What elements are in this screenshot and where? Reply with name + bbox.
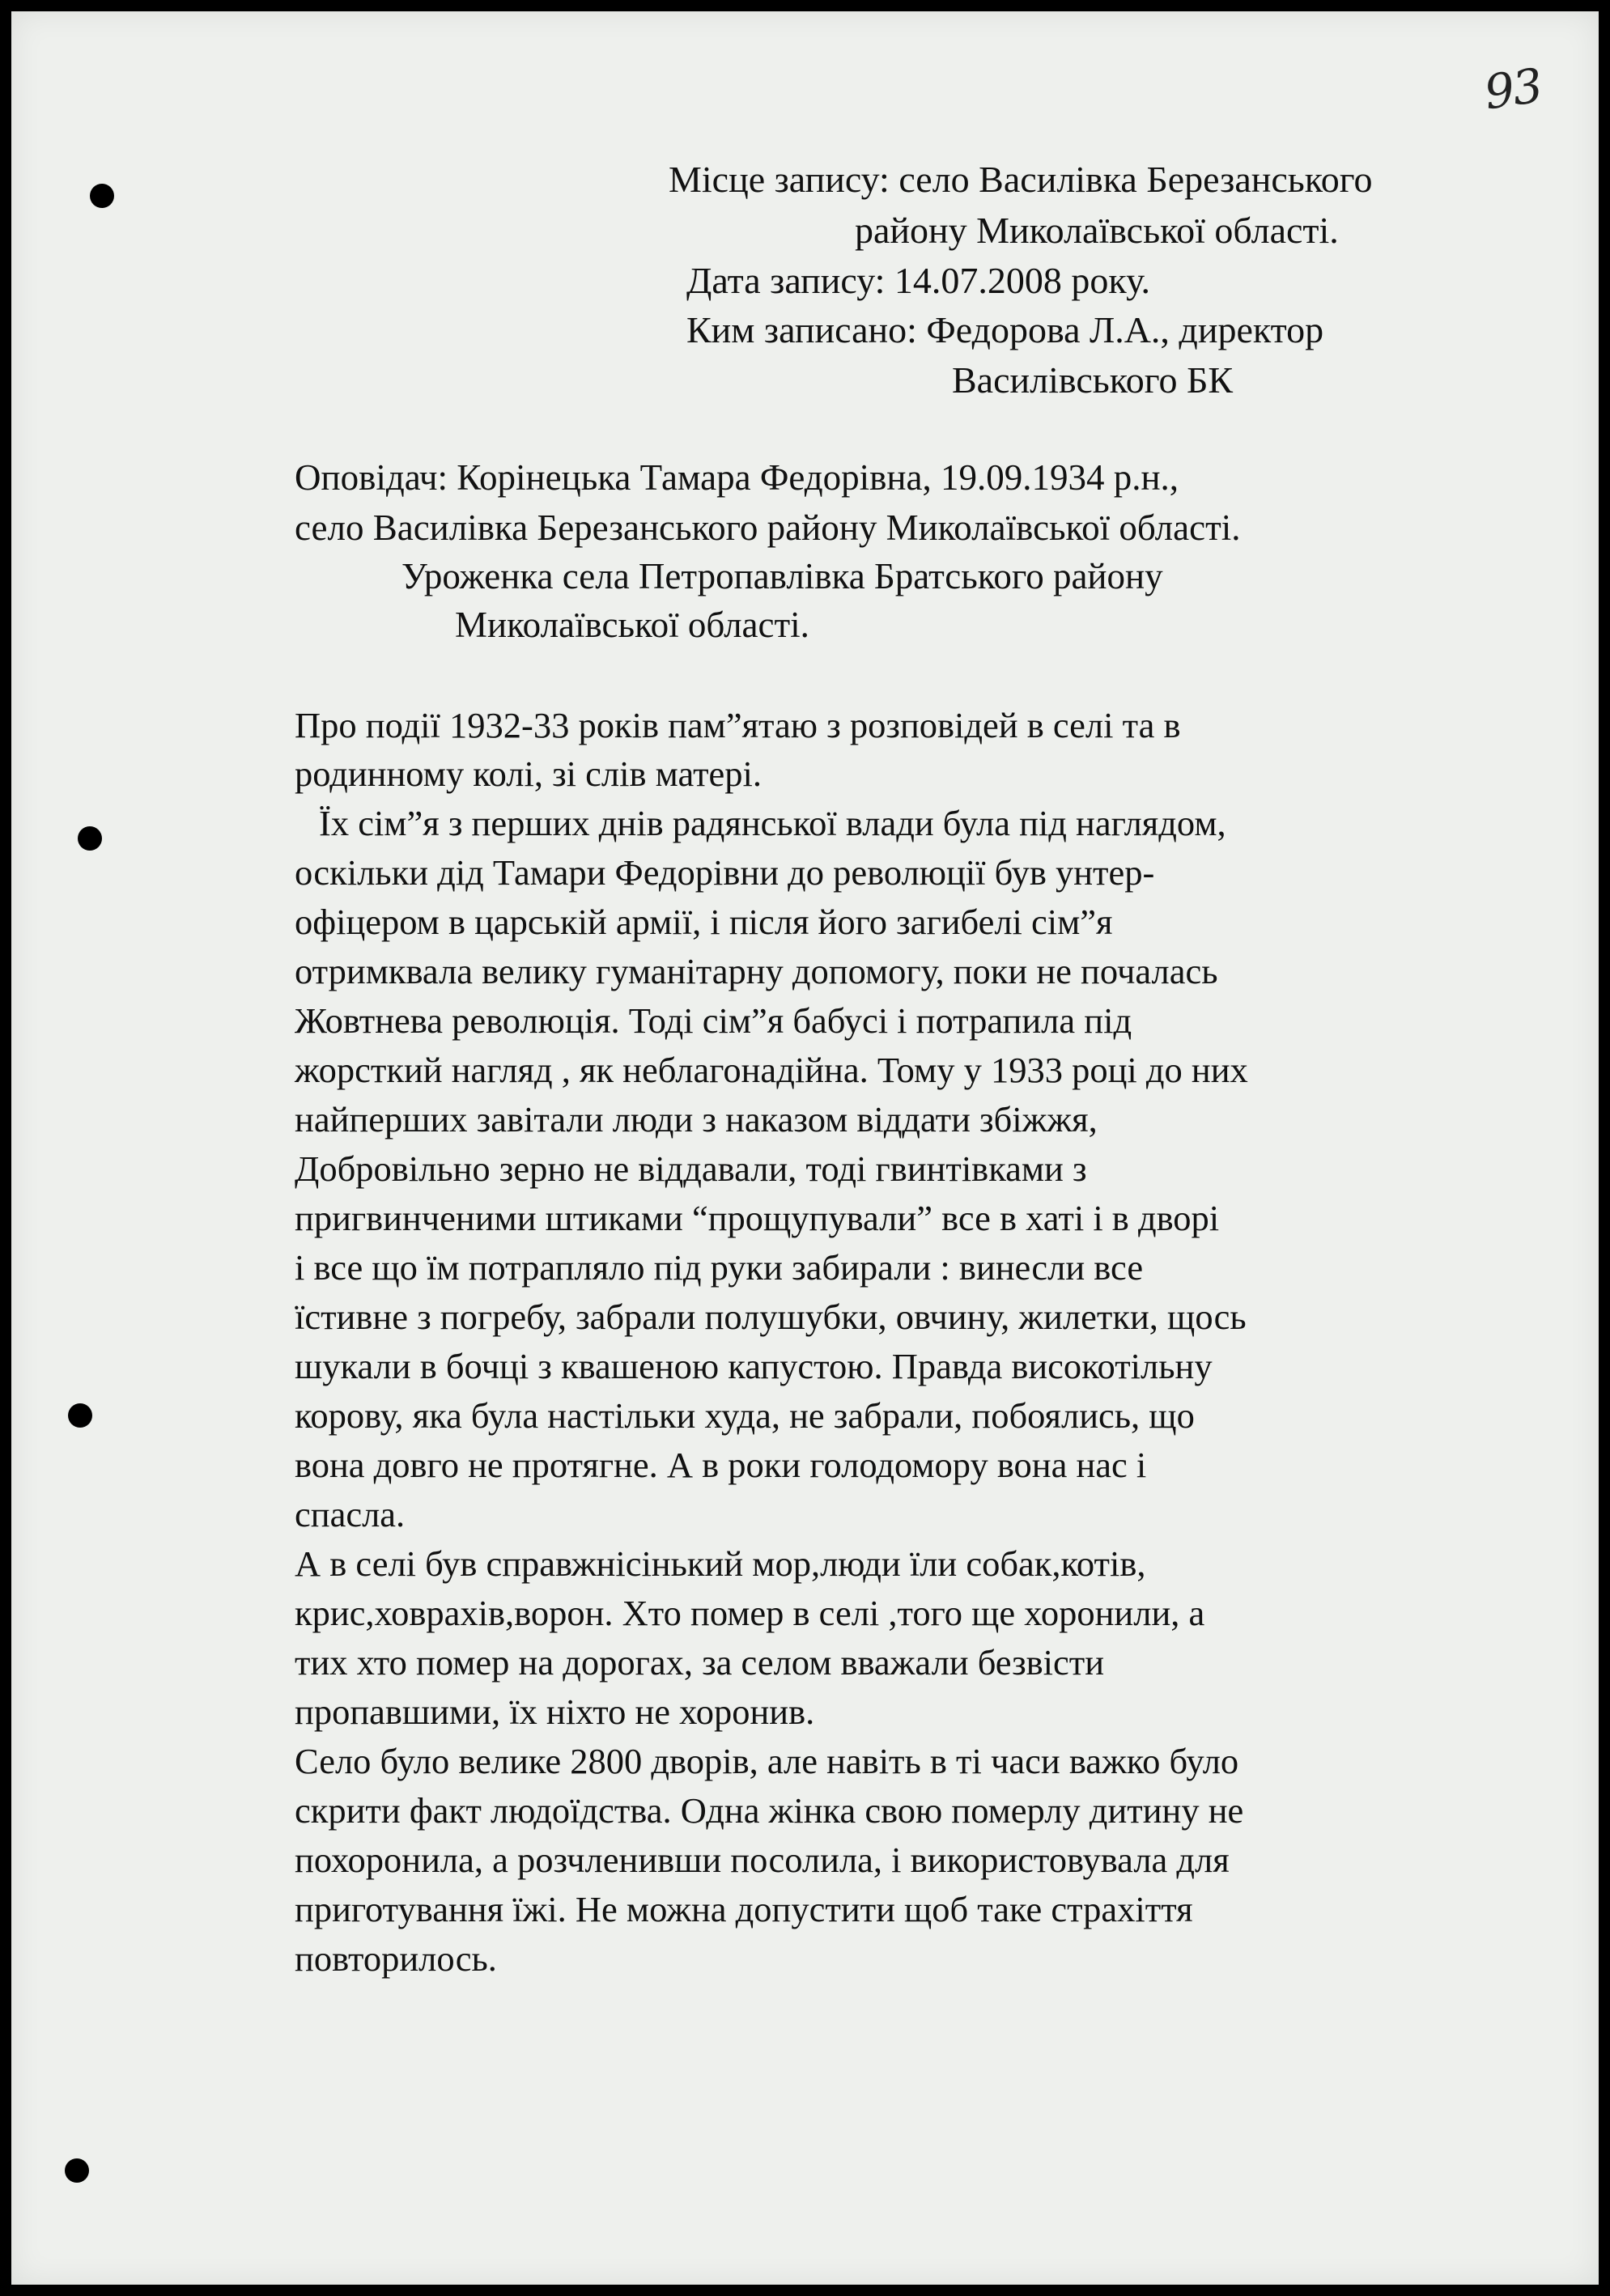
testimony-line: пропавшими, їх ніхто не хоронив.	[295, 1691, 815, 1732]
testimony-line: Добровільно зерно не віддавали, тоді гвинтівками з	[295, 1148, 1087, 1189]
punch-hole	[65, 2158, 89, 2183]
testimony-line: жорсткий нагляд , як неблагонадійна. Тому у 1933 році до них	[295, 1050, 1248, 1090]
testimony-line: похоронила, а розчленивши посолила, і використовувала для	[295, 1840, 1230, 1880]
testimony-line: і все що їм потрапляло під руки забирали : винесли все	[295, 1247, 1144, 1288]
testimony-line: шукали в бочці з квашеною капустою. Правда високотільну	[295, 1346, 1213, 1386]
punch-hole	[78, 826, 102, 851]
record-place-line: району Миколаївської області.	[855, 210, 1339, 251]
punch-hole	[90, 184, 114, 208]
narrator-line: село Василівка Березанського району Миколаївської області.	[295, 507, 1241, 548]
record-place-line: Місце запису: село Василівка Березанського	[669, 159, 1373, 200]
narrator-line: Оповідач: Корінецька Тамара Федорівна, 19.09.1934 р.н.,	[295, 457, 1179, 498]
testimony-line: корову, яка була настільки худа, не забрали, побоялись, що	[295, 1395, 1195, 1436]
punch-hole	[68, 1403, 92, 1428]
recorded-by-line: Ким записано: Федорова Л.А., директор	[686, 309, 1324, 350]
testimony-line: приготування їжі. Не можна допустити щоб таке страхіття	[295, 1889, 1193, 1929]
document-page	[11, 11, 1599, 2285]
record-date-line: Дата запису: 14.07.2008 року.	[686, 260, 1150, 301]
testimony-line: Про події 1932-33 років пам”ятаю з розповідей в селі та в	[295, 705, 1181, 745]
testimony-line: родинному колі, зі слів матері.	[295, 753, 763, 794]
page-number: 93	[1480, 57, 1545, 121]
testimony-line: оскільки дід Тамари Федорівни до революції був унтер-	[295, 852, 1155, 893]
testimony-line: Село було велике 2800 дворів, але навіть в ті часи важко було	[295, 1741, 1239, 1781]
testimony-line: А в селі був справжнісінький мор,люди їли собак,котів,	[295, 1543, 1146, 1584]
testimony-line: вона довго не протягне. А в роки голодомору вона нас і	[295, 1445, 1147, 1485]
testimony-line: спасла.	[295, 1494, 406, 1534]
testimony-line: отримквала велику гуманітарну допомогу, поки не почалась	[295, 951, 1218, 991]
testimony-line: Жовтнева революція. Тоді сім”я бабусі і потрапила під	[295, 1000, 1132, 1041]
testimony-line: найперших завітали люди з наказом віддати збіжжя,	[295, 1099, 1098, 1140]
recorded-by-line: Василівського БК	[952, 359, 1234, 401]
testimony-line: офіцером в царській армії, і після його загибелі сім”я	[295, 902, 1113, 942]
testimony-line: тих хто помер на дорогах, за селом вважали безвісти	[295, 1642, 1105, 1683]
narrator-line: Миколаївської області.	[455, 605, 809, 645]
testimony-line: скрити факт людоїдства. Одна жінка свою померлу дитину не	[295, 1790, 1244, 1831]
testimony-line: повторилось.	[295, 1938, 497, 1979]
narrator-line: Уроженка села Петропавлівка Братського району	[401, 556, 1163, 596]
testimony-line: їстивне з погребу, забрали полушубки, овчину, жилетки, щось	[295, 1297, 1247, 1337]
testimony-line: Їх сім”я з перших днів радянської влади була під наглядом,	[319, 803, 1226, 843]
testimony-line: крис,ховрахів,ворон. Хто помер в селі ,того ще хоронили, а	[295, 1593, 1205, 1633]
testimony-line: пригвинченими штиками “прощупували” все в хаті і в дворі	[295, 1198, 1220, 1238]
